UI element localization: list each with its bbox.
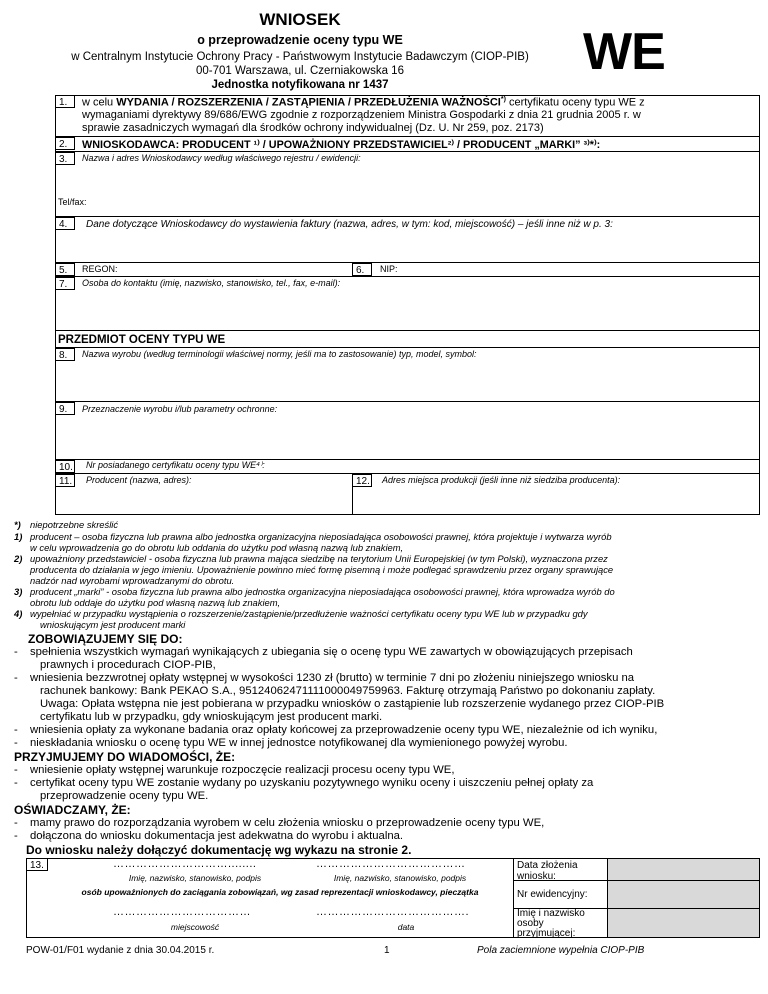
form-title: WNIOSEK	[259, 10, 341, 29]
footnote-key: 2)	[14, 553, 23, 564]
obligation-text: spełnienia wszystkich wymagań wynikających z ubiegania się o ocenę typu WE zawartych w obowiązujących przepisach	[30, 646, 633, 658]
section-3-label: Nazwa i adres Wnioskodawcy według właściwego rejestru / ewidencji:	[82, 153, 361, 163]
office-column-divider	[513, 858, 514, 938]
office-registry-label: Nr ewidencyjny:	[517, 889, 588, 900]
we-logo: WE	[583, 23, 665, 81]
divider	[55, 401, 760, 402]
footnote-text: nadzór nad wyrobami wprowadzanymi do obrotu.	[30, 575, 235, 586]
obligations-heading: ZOBOWIĄZUJEMY SIĘ DO:	[28, 632, 183, 646]
section-7-label: Osoba do kontaktu (imię, nazwisko, stanowisko, tel., fax, e-mail):	[82, 278, 341, 288]
attachment-note: Do wniosku należy dołączyć dokumentację wg wykazu na stronie 2.	[26, 843, 412, 857]
section-2-applicant: WNIOSKODAWCA: PRODUCENT ¹⁾ / UPOWAŻNIONY PRZEDSTAWICIEL²⁾ / PRODUCENT „MARKI” ³⁾*⁾:	[82, 139, 601, 151]
section-8-label: Nazwa wyrobu (według terminologii właściwej normy, jeśli ma to zastosowanie) typ, model, symbol:	[82, 349, 477, 359]
section-11-label: Producent (nazwa, adres):	[86, 475, 192, 485]
page-number: 1	[384, 945, 390, 956]
acknowledge-text: certyfikat oceny typu WE zostanie wydany po uzyskaniu pozytywnego wyniku oceny i uiszczeniu pełnej opłaty za	[30, 777, 594, 789]
section-1-number: 1.	[55, 95, 75, 108]
section-9-number: 9.	[55, 402, 75, 415]
place-label: miejscowość	[170, 922, 220, 932]
divider	[55, 473, 760, 474]
date-label: data	[397, 922, 415, 932]
section-4-label: Dane dotyczące Wnioskodawcy do wystawienia faktury (nazwa, adres, w tym: kod, miejscowość) – jeśli inne niż w p. 3:	[86, 219, 613, 230]
bullet-dash: -	[14, 737, 18, 749]
bullet-dash: -	[14, 672, 18, 684]
authorized-persons-note: osób upoważnionych do zaciągania zobowiązań, wg zasad reprezentacji wnioskodawcy, pieczątka	[81, 887, 479, 897]
footnote-text: wypełniać w przypadku wystąpienia o rozszerzenie/zastąpienie/przedłużenie ważności certyfikatu oceny typu WE lub w przypadku gdy	[30, 608, 588, 619]
regon-label: REGON:	[82, 264, 118, 274]
obligation-text: rachunek bankowy: Bank PEKAO S.A., 95124062471111000049759963. Fakturę otrzymają Państwo po dokonaniu zapłaty.	[40, 685, 656, 697]
divider	[55, 330, 760, 331]
section-2-number: 2.	[55, 137, 75, 150]
office-date-field[interactable]	[608, 859, 759, 880]
signature-1-label: Imię, nazwisko, stanowisko, podpis	[128, 873, 262, 883]
section-13-number: 13.	[26, 858, 48, 871]
footnote-key: *)	[14, 519, 21, 530]
acknowledge-text: wniesienie opłaty wstępnej warunkuje rozpoczęcie realizacji procesu oceny typu WE,	[30, 764, 455, 776]
office-registry-field[interactable]	[608, 881, 759, 908]
date-line[interactable]: ………………………………….	[316, 906, 470, 918]
section-1-line2: wymaganiami dyrektywy 89/686/EWG zgodnie z rozporządzeniem Ministra Gospodarki z dnia 21 grudnia 2005 r. w	[82, 109, 641, 121]
section-4-number: 4.	[55, 217, 75, 230]
obligation-text: nieskładania wniosku o ocenę typu WE w innej jednostce notyfikowanej dla wymienionego powyżej wyrobu.	[30, 737, 568, 749]
footnote-text: producent „marki” - osoba fizyczna lub prawna albo jednostka organizacyjna nieposiadająca osobowości prawnej, która wprowadza wyrób do	[30, 586, 615, 597]
section-5-number: 5.	[55, 263, 75, 276]
declare-heading: OŚWIADCZAMY, ŻE:	[14, 803, 131, 817]
section-10-number: 10.	[55, 460, 75, 473]
footnote-text: obrotu lub oddaje do użytku pod własną nazwą lub znakiem,	[30, 597, 281, 608]
bullet-dash: -	[14, 777, 18, 789]
section-9-label: Przeznaczenie wyrobu i/lub parametry ochronne:	[82, 404, 278, 414]
subject-header: PRZEDMIOT OCENY TYPU WE	[58, 334, 226, 346]
section-1-purpose: w celu WYDANIA / ROZSZERZENIA / ZASTĄPIENIA / PRZEDŁUŻENIA WAŻNOŚCI*) certyfikatu oceny typu WE z	[82, 96, 645, 109]
form-subtitle: o przeprowadzenie oceny typu WE	[197, 33, 403, 47]
signature-line-2[interactable]: …………………………………	[316, 858, 466, 870]
bullet-dash: -	[14, 724, 18, 736]
footnote-text: producenta do działania w jego imieniu. Upoważnienie powinno mieć formę pisemną i może podlegać sprawdzeniu przez organy sprawujące	[30, 564, 614, 575]
bullet-dash: -	[14, 817, 18, 829]
section-12-label: Adres miejsca produkcji (jeśli inne niż siedziba producenta):	[382, 475, 621, 485]
notified-body-number: Jednostka notyfikowana nr 1437	[211, 79, 389, 91]
institution-address: 00-701 Warszawa, ul. Czerniakowska 16	[196, 65, 404, 77]
obligation-text: wniesienia bezzwrotnej opłaty wstępnej w wysokości 1230 zł (brutto) w terminie 7 dni po złożeniu niniejszego wniosku na	[30, 672, 635, 684]
divider	[55, 276, 760, 277]
acknowledge-heading: PRZYJMUJEMY DO WIADOMOŚCI, ŻE:	[14, 750, 236, 764]
signature-2-label: Imię, nazwisko, stanowisko, podpis	[333, 873, 467, 883]
section-11-number: 11.	[55, 474, 75, 487]
bullet-dash: -	[14, 830, 18, 842]
place-line[interactable]: ………………………………	[113, 906, 251, 918]
shaded-fields-note: Pola zaciemnione wypełnia CIOP-PIB	[477, 945, 645, 956]
section-1-line3: sprawie zasadniczych wymagań dla środków ochrony indywidualnej (Dz. U. Nr 259, poz. 2173)	[82, 122, 544, 134]
form-id: POW-01/F01 wydanie z dnia 30.04.2015 r.	[26, 945, 215, 956]
divider	[55, 151, 760, 152]
divider	[55, 347, 760, 348]
footnote-key: 1)	[14, 531, 23, 542]
footnote-text: upoważniony przedstawiciel - osoba fizyczna lub prawna mająca siedzibę na terytorium Unii Europejskiej (w tym Polski), wyznaczona przez	[30, 553, 608, 564]
obligation-text: wniesienia opłaty za wykonane badania oraz opłaty końcowej za przeprowadzenie oceny typu WE, niezależnie od ich wyniku,	[30, 724, 658, 736]
section-6-number: 6.	[352, 263, 372, 276]
office-receiver-field[interactable]	[608, 909, 759, 937]
telfax-label: Tel/fax:	[58, 197, 87, 207]
section-12-number: 12.	[352, 474, 372, 487]
nip-label: NIP:	[380, 264, 398, 274]
bullet-dash: -	[14, 764, 18, 776]
office-receiver-label: Imię i nazwisko osoby przyjmującej:	[517, 908, 585, 939]
obligation-text: certyfikatu lub w przypadku, gdy wnioskującym jest producent marki.	[40, 711, 383, 723]
footnote-key: 4)	[14, 608, 23, 619]
declare-text: mamy prawo do rozporządzania wyrobem w celu złożenia wniosku o przeprowadzenie oceny typu WE,	[30, 817, 545, 829]
declare-text: dołączona do wniosku dokumentacja jest adekwatna do wyrobu i aktualna.	[30, 830, 404, 842]
divider	[55, 262, 760, 263]
section-8-number: 8.	[55, 348, 75, 361]
divider	[55, 216, 760, 217]
divider	[55, 136, 760, 137]
obligation-text: prawnych i procedurach CIOP-PIB,	[40, 659, 216, 671]
footnote-text: niepotrzebne skreślić	[30, 519, 119, 530]
bullet-dash: -	[14, 646, 18, 658]
obligation-text: Uwaga: Opłata wstępna nie jest pobierana w przypadku wniosków o zastąpienie lub rozszerzenie wydanego przez CIOP-PIB	[40, 698, 665, 710]
section-7-number: 7.	[55, 277, 75, 290]
footnote-key: 3)	[14, 586, 23, 597]
institution-name: w Centralnym Instytucie Ochrony Pracy - Państwowym Instytucie Badawczym (CIOP-PIB)	[71, 51, 529, 63]
footnote-text: w celu wprowadzenia go do obrotu lub oddania do użytku pod własną nazwą lub znakiem,	[30, 542, 404, 553]
footnote-text: producent – osoba fizyczna lub prawna albo jednostka organizacyjna nieposiadająca osobowości prawnej, która projektuje i wytwarza wyrób	[30, 531, 612, 542]
section-3-number: 3.	[55, 152, 75, 165]
signature-line-1[interactable]: …………………………........	[113, 858, 257, 870]
section-10-label: Nr posiadanego certyfikatu oceny typu WE⁴⁾:	[86, 460, 265, 470]
acknowledge-text: przeprowadzenie oceny typu WE.	[40, 790, 209, 802]
footnote-text: wnioskującym jest producent marki	[40, 619, 186, 630]
office-date-label: Data złożenia wniosku:	[517, 860, 578, 882]
